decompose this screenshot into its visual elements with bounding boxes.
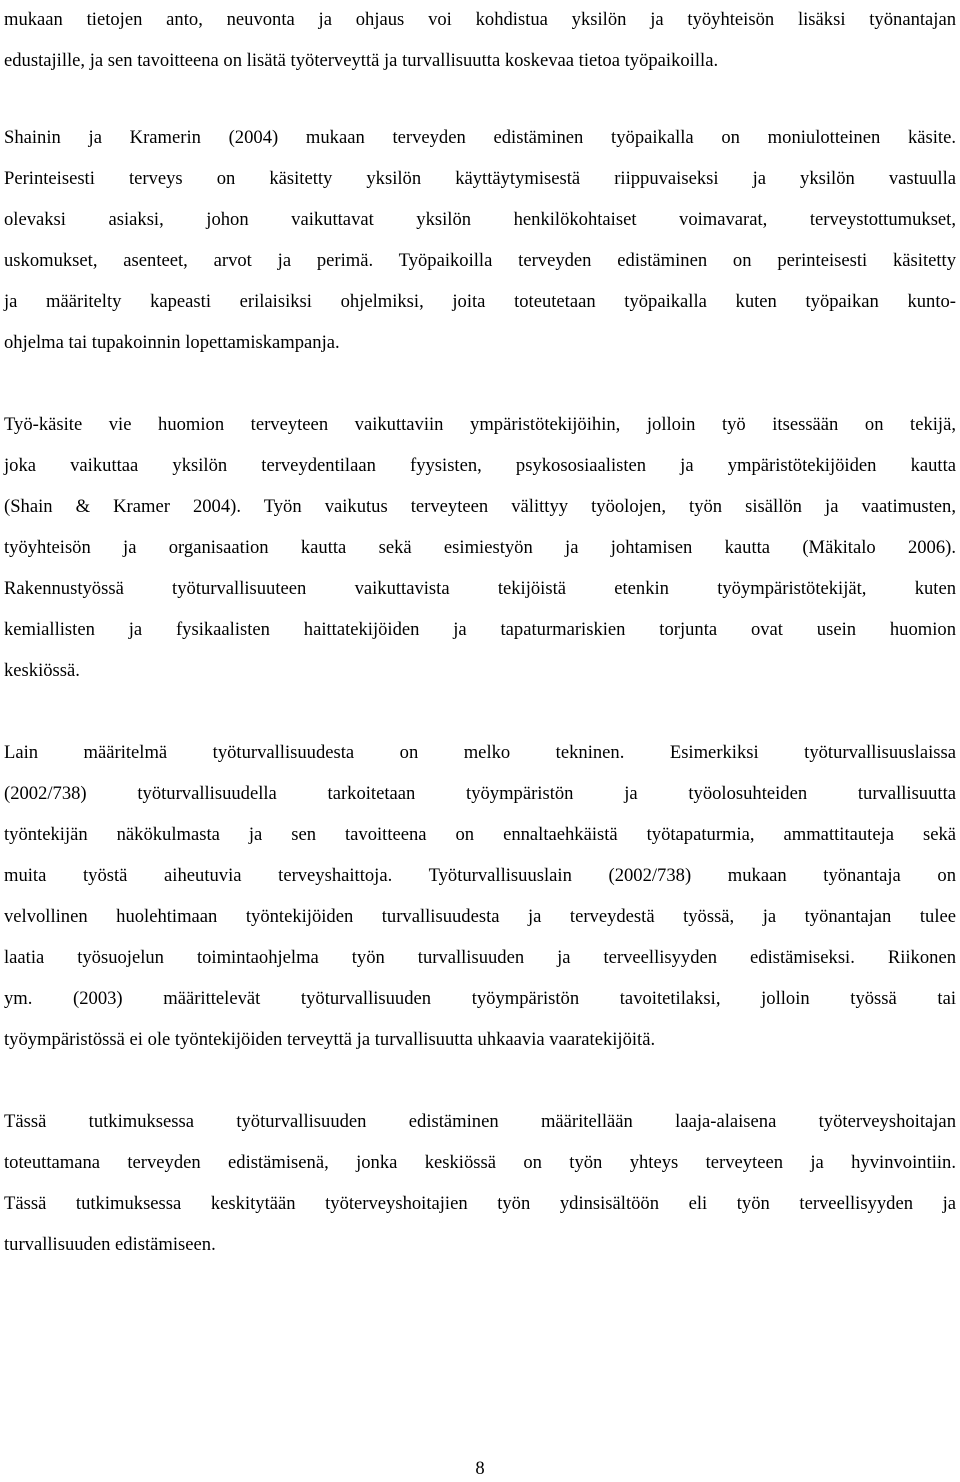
text-line: velvollinen huolehtimaan työntekijöiden turvallisuudesta ja terveydestä työssä, ja työnantajan tulee: [4, 906, 956, 927]
text-line: Lain määritelmä työturvallisuudesta on melko tekninen. Esimerkiksi työturvallisuuslaissa: [4, 742, 956, 763]
paragraph-3: [4, 404, 956, 691]
text-line: turvallisuuden edistämiseen.: [4, 1234, 216, 1255]
text-line: toteuttamana terveyden edistämisenä, jonka keskiössä on työn yhteys terveyteen ja hyvinvointiin.: [4, 1152, 956, 1173]
text-line: olevaksi asiaksi, johon vaikuttavat yksilön henkilökohtaiset voimavarat, terveystottumukset,: [4, 209, 956, 230]
text-line: muita työstä aiheutuvia terveyshaittoja. Työturvallisuuslain (2002/738) mukaan työnantaja on: [4, 865, 956, 886]
text-line: Tässä tutkimuksessa keskitytään työterveyshoitajien työn ydinsisältöön eli työn terveellisyyden ja: [4, 1193, 956, 1214]
paragraph-2: [4, 117, 956, 363]
text-line: työyhteisön ja organisaation kautta sekä esimiestyön ja johtamisen kautta (Mäkitalo 2006).: [4, 537, 956, 558]
text-line: Työ-käsite vie huomion terveyteen vaikuttaviin ympäristötekijöihin, jolloin työ itsessään on tekijä,: [4, 414, 956, 435]
text-line: joka vaikuttaa yksilön terveydentilaan fyysisten, psykososiaalisten ja ympäristötekijöiden kautta: [4, 455, 956, 476]
text-line: ja määritelty kapeasti erilaisiksi ohjelmiksi, joita toteutetaan työpaikalla kuten työpaikan kunto-: [4, 291, 956, 312]
text-line: uskomukset, asenteet, arvot ja perimä. Työpaikoilla terveyden edistäminen on perinteisesti käsitetty: [4, 250, 956, 271]
text-line: keskiössä.: [4, 660, 80, 681]
document-page: [4, 0, 956, 1482]
text-line: mukaan tietojen anto, neuvonta ja ohjaus voi kohdistua yksilön ja työyhteisön lisäksi työnantajan: [4, 9, 956, 30]
text-line: kemiallisten ja fysikaalisten haittatekijöiden ja tapaturmariskien torjunta ovat usein huomion: [4, 619, 956, 640]
text-line: Perinteisesti terveys on käsitetty yksilön käyttäytymisestä riippuvaiseksi ja yksilön vastuulla: [4, 168, 956, 189]
text-line: ohjelma tai tupakoinnin lopettamiskampanja.: [4, 332, 340, 353]
paragraph-5: [4, 1101, 956, 1265]
text-line: (Shain & Kramer 2004). Työn vaikutus terveyteen välittyy työolojen, työn sisällön ja vaatimusten,: [4, 496, 956, 517]
text-line: ym. (2003) määrittelevät työturvallisuuden työympäristön tavoitetilaksi, jolloin työssä tai: [4, 988, 956, 1009]
text-line: Tässä tutkimuksessa työturvallisuuden edistäminen määritellään laaja-alaisena työterveyshoitajan: [4, 1111, 956, 1132]
text-line: edustajille, ja sen tavoitteena on lisätä työterveyttä ja turvallisuutta koskevaa tietoa työpaikoilla.: [4, 50, 719, 71]
page-number: 8: [475, 1458, 485, 1479]
paragraph-4: [4, 732, 956, 1060]
text-line: Rakennustyössä työturvallisuuteen vaikuttavista tekijöistä etenkin työympäristötekijät, kuten: [4, 578, 956, 599]
paragraph-1: [4, 0, 956, 81]
text-line: työympäristössä ei ole työntekijöiden terveyttä ja turvallisuutta uhkaavia vaaratekijöitä.: [4, 1029, 656, 1050]
text-line: (2002/738) työturvallisuudella tarkoitetaan työympäristön ja työolosuhteiden turvallisuutta: [4, 783, 956, 804]
text-line: työntekijän näkökulmasta ja sen tavoitteena on ennaltaehkäistä työtapaturmia, ammattitauteja sekä: [4, 824, 956, 845]
text-line: Shainin ja Kramerin (2004) mukaan terveyden edistäminen työpaikalla on moniulotteinen käsite.: [4, 127, 956, 148]
text-line: laatia työsuojelun toimintaohjelma työn turvallisuuden ja terveellisyyden edistämiseksi. Riikonen: [4, 947, 956, 968]
